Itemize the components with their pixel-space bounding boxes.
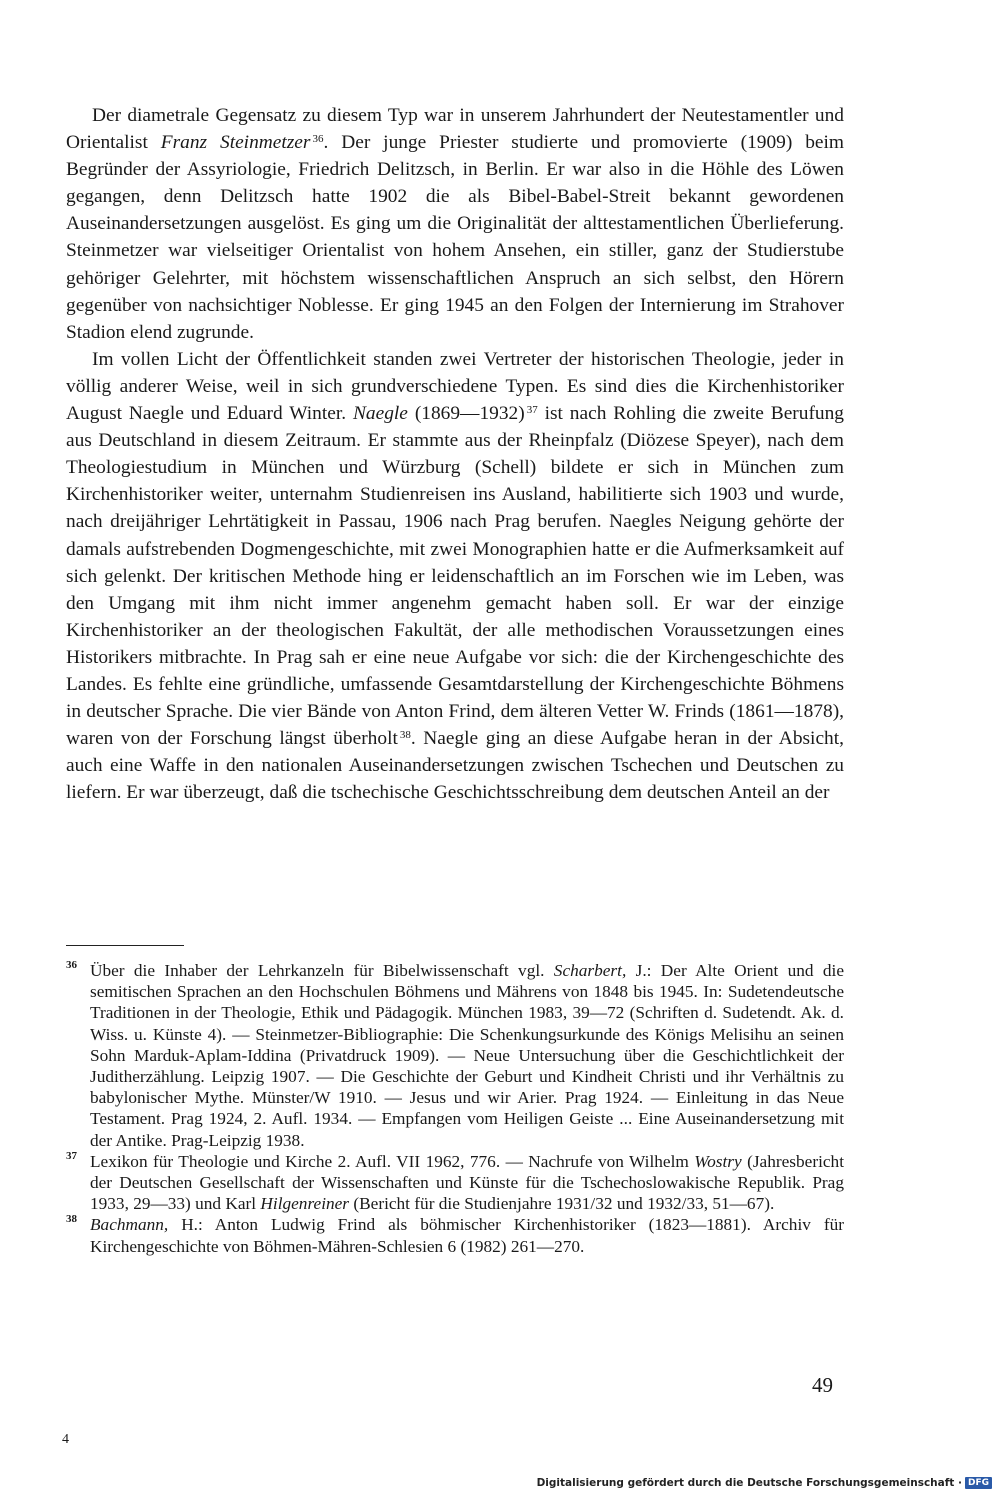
footnote-ref-36[interactable]: 36 — [312, 133, 324, 146]
footnote-number: 37 — [66, 1149, 77, 1162]
main-text — [66, 102, 844, 806]
p1-text-a: Der diametrale Gegensatz zu diesem Typ war in unserem Jahrhundert der Neutestamentler und Orientalist — [66, 105, 844, 154]
footnote-ref-37[interactable]: 37 — [526, 404, 538, 417]
paragraph-2 — [66, 346, 844, 807]
footnote-36 — [66, 960, 844, 1151]
dfg-logo-icon: DFG — [965, 1477, 992, 1489]
footnote-author: Wostry — [694, 1151, 742, 1171]
footnote-text: H.: Anton Ludwig Frind als böhmischer Kirchenhistoriker (1823—1881). Archiv für Kirchengeschichte von Böhmen-Mähren-Schlesien 6 (1982) 261—270. — [90, 1215, 844, 1256]
footnote-38 — [66, 1214, 844, 1256]
p2-text-b: (1869—1932) — [407, 403, 525, 425]
paragraph-1 — [66, 102, 844, 346]
footnote-37 — [66, 1151, 844, 1215]
p1-person-name: Franz Steinmetzer — [160, 132, 311, 154]
footnote-text: (Bericht für die Studienjahre 1931/32 und 1932/33, 51—67). — [349, 1194, 775, 1214]
footnotes — [66, 960, 844, 1257]
page-number: 49 — [812, 1373, 833, 1397]
footnote-number: 38 — [66, 1213, 77, 1226]
footnote-author: Bachmann, — [90, 1215, 169, 1235]
p2-text-a: Im vollen Licht der Öffentlichkeit standen zwei Vertreter der historischen Theologie, jeder in völlig anderer Weise, weil in sich grundverschiedene Typen. Es sind dies die Kirchenhistoriker August Naegle und Eduard Winter. — [66, 348, 844, 425]
footnote-number: 36 — [66, 959, 77, 971]
footnote-separator — [66, 945, 184, 946]
footnote-text: Lexikon für Theologie und Kirche 2. Aufl. VII 1962, 776. — Nachrufe von Wilhelm — [90, 1151, 695, 1171]
p2-text-d: . Naegle ging an diese Aufgabe heran in der Absicht, auch eine Waffe in den nationalen Auseinandersetzungen zwischen Tschechen und Deutschen zu liefern. Er war überzeugt, daß die tschechische Geschichtsschreibung dem deutschen Anteil an der — [66, 728, 844, 804]
footnote-text: Über die Inhaber der Lehrkanzeln für Bibelwissenschaft vgl. — [90, 961, 554, 980]
dfg-credit — [537, 1477, 992, 1489]
footnote-author: Hilgenreiner — [260, 1194, 350, 1214]
signature-mark: 4 — [62, 1432, 69, 1447]
p2-text-c: ist nach Rohling die zweite Berufung aus Deutschland in diesem Zeitraum. Er stammte aus der Rheinpfalz (Diözese Speyer), nach dem Theologiestudium in München und Würzburg (Schell) bildete er sich in München zum Kirchenhistoriker weiter, unternahm Studienreisen ins Ausland, habilitierte sich 1903 und wurde, nach dreijähriger Lehrtätigkeit in Passau, 1906 nach Prag berufen. Naegles Neigung gehörte der damals aufstrebenden Dogmengeschichte, mit zwei Monographien hatte er die Aufmerksamkeit auf sich gelenkt. Der kritischen Methode hing er leidenschaftlich an im Forschen wie im Leben, was den Umgang mit ihm nicht immer angenehm gemacht haben soll. Er war der einzige Kirchenhistoriker an der theologischen Fakultät, der alle methodischen Voraussetzungen eines Historikers mitbrachte. In Prag sah er eine neue Aufgabe vor sich: die der Kirchengeschichte des Landes. Es fehlte eine gründliche, umfassende Gesamtdarstellung der Kirchengeschichte Böhmens in deutscher Sprache. Die vier Bände von Anton Frind, dem älteren Vetter W. Frinds (1861—1878), waren von der Forschung längst überholt — [66, 403, 844, 750]
footnote-author: Scharbert, — [553, 961, 627, 980]
footnote-text: J.: Der Alte Orient und die semitischen Sprachen an den Hochschulen Böhmens und Mährens von 1848 bis 1945. In: Sudetendeutsche Traditionen in der Theologie, Ethik und Pädagogik. München 1983, 39—72 (Schriften d. Sudetendt. Ak. d. Wiss. u. Künste 4). — Steinmetzer-Bibliographie: Die Schenkungsurkunde des Königs Melisihu an seinen Sohn Marduk-Aplam-Iddina (Privatdruck 1909). — Neue Untersuchung über die Geschichtlichkeit der Juditherzählung. Leipzig 1907. — Die Geschichte der Geburt und Kindheit Christi und ihr Verhältnis zu babylonischer Mythe. Münster/W 1910. — Jesus und wir Arier. Prag 1924. — Einleitung in das Neue Testament. Prag 1924, 2. Aufl. 1934. — Empfangen vom Heiligen Geiste ... Eine Auseinandersetzung mit der Antike. Prag-Leipzig 1938. — [90, 961, 844, 1150]
credit-text: Digitalisierung gefördert durch die Deutsche Forschungsgemeinschaft · — [536, 1477, 962, 1489]
p1-text-b: . Der junge Priester studierte und promovierte (1909) beim Begründer der Assyriologie, Friedrich Delitzsch, in Berlin. Er war also in die Höhle des Löwen gegangen, denn Delitzsch hatte 1902 die als Bibel-Babel-Streit bekannt gewordenen Auseinandersetzungen ausgelöst. Es ging um die Originalität der alttestamentlichen Überlieferung. Steinmetzer war vielseitiger Orientalist von hohem Ansehen, ein stiller, ganz der Studierstube gehöriger Gelehrter, mit höchstem wissenschaftlichen Anspruch an sich selbst, den Hörern gegenüber von nachsichtiger Noblesse. Er ging 1945 an den Folgen der Internierung im Strahover Stadion elend zugrunde. — [66, 132, 844, 343]
footnote-text: (Jahresbericht der Deutschen Gesellschaft der Wissenschaften und Künste für die Tschechoslowakische Republik. Prag 1933, 29—33) und Karl — [90, 1151, 844, 1214]
footnote-ref-38[interactable]: 38 — [399, 729, 411, 742]
p2-person-name: Naegle — [352, 403, 408, 425]
